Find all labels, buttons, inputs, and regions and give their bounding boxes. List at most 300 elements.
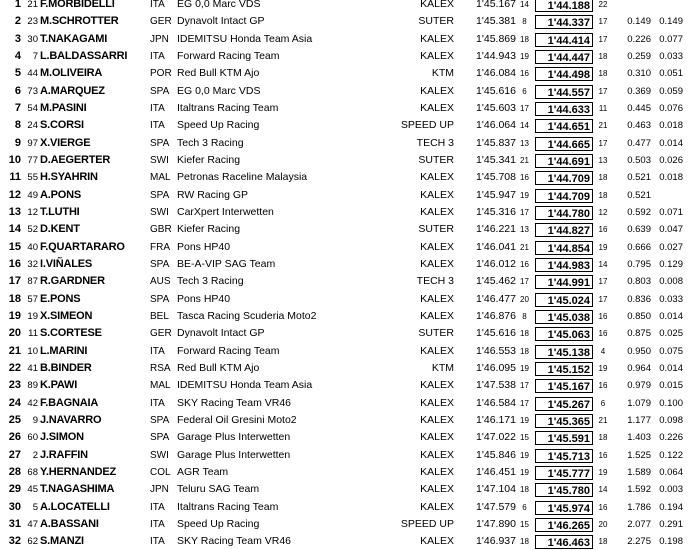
- table-row: [0, 152, 697, 169]
- best-lap-number: 21: [598, 415, 608, 425]
- nationality: GER: [150, 328, 172, 340]
- lap-number: 21: [520, 242, 529, 252]
- gap-to-previous: 0.027: [659, 241, 683, 253]
- nationality: ITA: [150, 518, 165, 530]
- team-name: Dynavolt Intact GP: [177, 15, 265, 28]
- team-name: Pons HP40: [177, 292, 231, 305]
- position-number: 21: [8, 344, 21, 357]
- rider-name: J.NAVARRO: [40, 413, 102, 426]
- rider-number: 54: [27, 102, 38, 114]
- nationality: ITA: [150, 536, 165, 548]
- gap-to-leader: 0.795: [627, 258, 651, 270]
- nationality: SPA: [150, 414, 170, 426]
- lap-time: 1'45.462: [476, 275, 516, 288]
- position-number: 31: [8, 517, 21, 530]
- lap-number: 18: [520, 485, 529, 495]
- nationality: SWI: [150, 154, 169, 166]
- rider-number: 7: [32, 50, 38, 62]
- rider-name: T.NAKAGAMI: [40, 32, 108, 45]
- team-name: Petronas Raceline Malaysia: [177, 171, 308, 184]
- lap-number: 19: [520, 467, 529, 477]
- best-lap-time: 1'44.414: [535, 33, 593, 47]
- table-row: [0, 117, 697, 134]
- position-number: 13: [8, 205, 21, 218]
- rider-number: 73: [27, 85, 38, 97]
- best-lap-number: 14: [598, 259, 608, 269]
- rider-name: M.OLIVEIRA: [40, 67, 103, 80]
- gap-to-previous: 0.098: [659, 414, 683, 426]
- lap-time: 1'46.584: [476, 396, 516, 409]
- lap-time: 1'47.022: [476, 431, 516, 444]
- lap-number: 17: [520, 103, 529, 113]
- position-number: 27: [8, 448, 21, 461]
- lap-time: 1'45.616: [476, 84, 516, 97]
- motorcycle-make: SPEED UP: [400, 517, 454, 530]
- gap-to-previous: 0.059: [659, 85, 683, 97]
- nationality: SPA: [150, 258, 170, 270]
- lap-number: 14: [520, 121, 529, 131]
- position-number: 14: [8, 223, 21, 236]
- position-number: 1: [14, 0, 21, 10]
- lap-time: 1'46.041: [476, 240, 516, 253]
- lap-number: 18: [520, 537, 529, 547]
- best-lap-time: 1'44.337: [535, 15, 593, 29]
- gap-to-previous: 0.077: [659, 33, 683, 45]
- team-name: Kiefer Racing: [177, 223, 241, 236]
- lap-number: 16: [520, 259, 529, 269]
- gap-to-leader: 0.639: [627, 224, 651, 236]
- table-row: [0, 13, 697, 30]
- gap-to-previous: 0.033: [659, 293, 683, 305]
- gap-to-leader: 0.259: [627, 50, 651, 62]
- best-lap-time: 1'44.991: [535, 275, 593, 289]
- table-row: [0, 169, 697, 186]
- gap-to-leader: 0.964: [627, 362, 651, 374]
- position-number: 16: [8, 257, 21, 270]
- lap-number: 6: [522, 86, 527, 96]
- gap-to-previous: 0.033: [659, 50, 683, 62]
- nationality: SPA: [150, 432, 170, 444]
- gap-to-leader: 1.786: [627, 501, 651, 513]
- table-row: [0, 360, 697, 377]
- motorcycle-make: KALEX: [420, 188, 454, 201]
- motorcycle-make: KALEX: [420, 413, 454, 426]
- lap-number: 17: [520, 381, 529, 391]
- best-lap-number: 18: [598, 537, 608, 547]
- rider-name: A.PONS: [40, 188, 81, 201]
- team-name: Garage Plus Interwetten: [177, 431, 291, 444]
- best-lap-time: 1'45.152: [535, 362, 593, 376]
- rider-name: R.GARDNER: [40, 275, 105, 288]
- best-lap-time: 1'44.633: [535, 102, 593, 116]
- nationality: SWI: [150, 206, 169, 218]
- best-lap-time: 1'45.365: [535, 414, 593, 428]
- team-name: Kiefer Racing: [177, 153, 241, 166]
- lap-number: 17: [520, 398, 529, 408]
- best-lap-time: 1'44.983: [535, 258, 593, 272]
- gap-to-leader: 0.666: [627, 241, 651, 253]
- position-number: 23: [8, 379, 21, 392]
- position-number: 6: [14, 84, 21, 97]
- gap-to-previous: 0.051: [659, 68, 683, 80]
- best-lap-number: 19: [598, 242, 608, 252]
- rider-name: S.CORTESE: [40, 327, 102, 340]
- motorcycle-make: KALEX: [420, 431, 454, 444]
- nationality: ITA: [150, 50, 165, 62]
- rider-name: F.MORBIDELLI: [40, 0, 115, 10]
- best-lap-number: 16: [598, 381, 608, 391]
- rider-number: 55: [27, 172, 38, 184]
- rider-name: A.BASSANI: [40, 517, 99, 530]
- best-lap-time: 1'45.167: [535, 379, 593, 393]
- rider-name: F.BAGNAIA: [40, 396, 99, 409]
- best-lap-time: 1'44.498: [535, 67, 593, 81]
- rider-number: 47: [27, 518, 38, 530]
- team-name: Red Bull KTM Ajo: [177, 67, 260, 80]
- best-lap-time: 1'44.651: [535, 119, 593, 133]
- best-lap-time: 1'45.038: [535, 310, 593, 324]
- team-name: Tech 3 Racing: [177, 136, 244, 149]
- best-lap-time: 1'44.827: [535, 223, 593, 237]
- motorcycle-make: KALEX: [420, 49, 454, 62]
- lap-time: 1'45.603: [476, 101, 516, 114]
- nationality: ITA: [150, 120, 165, 132]
- rider-number: 11: [28, 328, 38, 340]
- lap-time: 1'47.579: [476, 500, 516, 513]
- lap-number: 8: [522, 17, 527, 27]
- nationality: BEL: [150, 310, 169, 322]
- rider-name: X.SIMEON: [40, 309, 93, 322]
- rider-name: A.MARQUEZ: [40, 84, 105, 97]
- rider-name: E.PONS: [40, 292, 81, 305]
- gap-to-leader: 0.850: [627, 310, 651, 322]
- best-lap-number: 17: [598, 86, 608, 96]
- team-name: Tech 3 Racing: [177, 275, 244, 288]
- team-name: Forward Racing Team: [177, 49, 280, 62]
- best-lap-number: 18: [598, 433, 608, 443]
- rider-name: M.PASINI: [40, 101, 87, 114]
- motorcycle-make: SUTER: [418, 223, 454, 236]
- best-lap-number: 22: [598, 0, 608, 9]
- rider-name: S.MANZI: [40, 535, 84, 548]
- rider-name: D.KENT: [40, 223, 80, 236]
- best-lap-number: 17: [598, 17, 608, 27]
- gap-to-previous: 0.003: [659, 484, 683, 496]
- gap-to-leader: 0.803: [627, 276, 651, 288]
- gap-to-previous: 0.015: [659, 380, 683, 392]
- table-row: [0, 291, 697, 308]
- team-name: Speed Up Racing: [177, 119, 260, 132]
- gap-to-leader: 0.592: [627, 206, 651, 218]
- rider-name: J.RAFFIN: [40, 448, 88, 461]
- lap-time: 1'45.947: [476, 188, 516, 201]
- lap-time: 1'46.084: [476, 67, 516, 80]
- best-lap-time: 1'45.777: [535, 466, 593, 480]
- team-name: Italtrans Racing Team: [177, 101, 279, 114]
- gap-to-leader: 1.079: [627, 397, 651, 409]
- motorcycle-make: SUTER: [418, 15, 454, 28]
- table-row: [0, 221, 697, 238]
- lap-time: 1'46.477: [476, 292, 516, 305]
- rider-number: 60: [27, 432, 38, 444]
- gap-to-previous: 0.025: [659, 328, 683, 340]
- table-row: [0, 516, 697, 533]
- rider-name: L.MARINI: [40, 344, 88, 357]
- rider-number: 9: [32, 414, 38, 426]
- table-row: [0, 412, 697, 429]
- rider-number: 10: [27, 345, 38, 357]
- lap-time: 1'47.890: [476, 517, 516, 530]
- rider-number: 68: [27, 466, 38, 478]
- motorcycle-make: KALEX: [420, 344, 454, 357]
- table-row: [0, 256, 697, 273]
- motorcycle-make: KALEX: [420, 205, 454, 218]
- table-row: [0, 429, 697, 446]
- table-row: [0, 273, 697, 290]
- lap-number: 13: [520, 225, 529, 235]
- table-row: [0, 187, 697, 204]
- nationality: ITA: [150, 501, 165, 513]
- rider-number: 2: [32, 449, 38, 461]
- rider-number: 12: [27, 206, 38, 218]
- motorcycle-make: KALEX: [420, 535, 454, 548]
- rider-name: Y.HERNANDEZ: [40, 465, 117, 478]
- gap-to-leader: 0.875: [627, 328, 651, 340]
- gap-to-leader: 0.979: [627, 380, 651, 392]
- table-row: [0, 481, 697, 498]
- lap-time: 1'45.837: [476, 136, 516, 149]
- best-lap-number: 16: [598, 450, 608, 460]
- team-name: RW Racing GP: [177, 188, 248, 201]
- nationality: MAL: [150, 380, 171, 392]
- gap-to-previous: 0.122: [659, 449, 683, 461]
- team-name: CarXpert Interwetten: [177, 205, 274, 218]
- rider-number: 49: [27, 189, 38, 201]
- rider-name: K.PAWI: [40, 379, 78, 392]
- table-row: [0, 464, 697, 481]
- nationality: GBR: [150, 224, 172, 236]
- lap-time: 1'46.876: [476, 309, 516, 322]
- gap-to-previous: 0.226: [659, 432, 683, 444]
- motorcycle-make: KALEX: [420, 101, 454, 114]
- nationality: AUS: [150, 276, 171, 288]
- lap-time: 1'45.708: [476, 171, 516, 184]
- team-name: Forward Racing Team: [177, 344, 280, 357]
- best-lap-number: 17: [598, 294, 608, 304]
- rider-number: 19: [27, 310, 38, 322]
- lap-number: 15: [520, 433, 529, 443]
- lap-number: 19: [520, 450, 529, 460]
- rider-number: 77: [27, 154, 38, 166]
- best-lap-time: 1'45.780: [535, 483, 593, 497]
- lap-number: 19: [520, 415, 529, 425]
- gap-to-previous: 0.198: [659, 536, 683, 548]
- gap-to-leader: 0.226: [627, 33, 651, 45]
- lap-number: 17: [520, 277, 529, 287]
- nationality: ITA: [150, 345, 165, 357]
- position-number: 25: [8, 413, 21, 426]
- lap-number: 18: [520, 346, 529, 356]
- gap-to-leader: 0.836: [627, 293, 651, 305]
- nationality: ITA: [150, 0, 165, 10]
- rider-name: T.NAGASHIMA: [40, 483, 115, 496]
- table-row: [0, 65, 697, 82]
- nationality: SPA: [150, 137, 170, 149]
- table-row: [0, 135, 697, 152]
- lap-time: 1'46.171: [476, 413, 516, 426]
- rider-number: 89: [27, 380, 38, 392]
- motorcycle-make: KALEX: [420, 483, 454, 496]
- lap-time: 1'46.064: [476, 119, 516, 132]
- nationality: RSA: [150, 362, 171, 374]
- gap-to-previous: [651, 187, 683, 204]
- rider-name: D.AEGERTER: [40, 153, 111, 166]
- nationality: MAL: [150, 172, 171, 184]
- lap-time: 1'47.538: [476, 379, 516, 392]
- table-row: [0, 308, 697, 325]
- rider-number: 57: [27, 293, 38, 305]
- motorcycle-make: TECH 3: [416, 136, 454, 149]
- lap-number: 16: [520, 173, 529, 183]
- gap-to-previous: 0.076: [659, 102, 683, 114]
- best-lap-number: 16: [598, 311, 608, 321]
- best-lap-number: 17: [598, 277, 608, 287]
- motorcycle-make: SUTER: [418, 153, 454, 166]
- gap-to-leader: 0.445: [627, 102, 651, 114]
- nationality: GER: [150, 16, 172, 28]
- table-row: [0, 447, 697, 464]
- best-lap-time: 1'46.463: [535, 535, 593, 549]
- gap-to-leader: 1.525: [627, 449, 651, 461]
- gap-to-previous: 0.075: [659, 345, 683, 357]
- best-lap-time: 1'45.974: [535, 501, 593, 515]
- lap-time: 1'46.012: [476, 257, 516, 270]
- table-row: [0, 31, 697, 48]
- gap-to-leader: 0.149: [627, 16, 651, 28]
- team-name: AGR Team: [177, 465, 229, 478]
- position-number: 8: [14, 119, 21, 132]
- gap-to-previous: 0.100: [659, 397, 683, 409]
- rider-name: L.BALDASSARRI: [40, 49, 128, 62]
- team-name: Dynavolt Intact GP: [177, 327, 265, 340]
- rider-name: I.VIÑALES: [40, 257, 92, 270]
- motorcycle-make: KALEX: [420, 465, 454, 478]
- position-number: 5: [14, 67, 21, 80]
- lap-number: 15: [520, 519, 529, 529]
- best-lap-number: 18: [598, 51, 608, 61]
- gap-to-previous: 0.071: [659, 206, 683, 218]
- motorcycle-make: KALEX: [420, 448, 454, 461]
- gap-to-previous: 0.047: [659, 224, 683, 236]
- rider-name: M.SCHROTTER: [40, 15, 119, 28]
- team-name: IDEMITSU Honda Team Asia: [177, 32, 313, 45]
- lap-number: 14: [520, 0, 529, 9]
- rider-number: 41: [27, 362, 38, 374]
- best-lap-number: 14: [598, 485, 608, 495]
- team-name: SKY Racing Team VR46: [177, 396, 292, 409]
- rider-number: 62: [27, 536, 38, 548]
- rider-name: A.LOCATELLI: [40, 500, 110, 513]
- rider-name: F.QUARTARARO: [40, 240, 125, 253]
- gap-to-previous: 0.129: [659, 258, 683, 270]
- table-row: [0, 0, 697, 13]
- gap-to-previous: 0.014: [659, 137, 683, 149]
- position-number: 12: [8, 188, 21, 201]
- lap-time: 1'47.104: [476, 483, 516, 496]
- nationality: SPA: [150, 293, 170, 305]
- best-lap-number: 19: [598, 467, 608, 477]
- lap-time: 1'46.221: [476, 223, 516, 236]
- position-number: 24: [8, 396, 21, 409]
- best-lap-number: 6: [600, 398, 606, 408]
- gap-to-previous: 0.018: [659, 120, 683, 132]
- gap-to-previous: 0.008: [659, 276, 683, 288]
- table-row: [0, 499, 697, 516]
- best-lap-number: 18: [598, 173, 608, 183]
- gap-to-previous: 0.291: [659, 518, 683, 530]
- gap-to-previous: 0.149: [659, 16, 683, 28]
- nationality: ITA: [150, 397, 165, 409]
- gap-to-previous: 0.014: [659, 362, 683, 374]
- best-lap-number: 21: [598, 121, 608, 131]
- rider-number: 40: [27, 241, 38, 253]
- best-lap-time: 1'45.713: [535, 449, 593, 463]
- lap-time: 1'46.451: [476, 465, 516, 478]
- position-number: 19: [8, 309, 21, 322]
- team-name: Italtrans Racing Team: [177, 500, 279, 513]
- team-name: BE-A-VIP SAG Team: [177, 257, 276, 270]
- lap-number: 19: [520, 51, 529, 61]
- lap-number: 19: [520, 190, 529, 200]
- best-lap-time: 1'45.063: [535, 327, 593, 341]
- gap-to-leader: 1.592: [627, 484, 651, 496]
- table-row: [0, 239, 697, 256]
- lap-time: 1'44.943: [476, 49, 516, 62]
- best-lap-time: 1'44.780: [535, 206, 593, 220]
- lap-number: 17: [520, 207, 529, 217]
- lap-number: 18: [520, 34, 529, 44]
- position-number: 17: [8, 275, 21, 288]
- best-lap-time: 1'45.138: [535, 345, 593, 359]
- position-number: 2: [14, 15, 21, 28]
- best-lap-number: 17: [598, 34, 608, 44]
- gap-to-leader: 0.310: [627, 68, 651, 80]
- best-lap-number: 16: [598, 329, 608, 339]
- nationality: SPA: [150, 189, 170, 201]
- lap-time: 1'45.341: [476, 153, 516, 166]
- team-name: Garage Plus Interwetten: [177, 448, 291, 461]
- position-number: 4: [14, 49, 21, 62]
- gap-to-leader: 0.463: [627, 120, 651, 132]
- position-number: 15: [8, 240, 21, 253]
- motorcycle-make: KALEX: [420, 171, 454, 184]
- lap-number: 8: [522, 311, 527, 321]
- motorcycle-make: KALEX: [420, 309, 454, 322]
- rider-number: 24: [27, 120, 38, 132]
- team-name: Teluru SAG Team: [177, 483, 260, 496]
- nationality: SWI: [150, 449, 169, 461]
- gap-to-leader: 0.950: [627, 345, 651, 357]
- rider-number: 30: [27, 33, 38, 45]
- best-lap-number: 19: [598, 363, 608, 373]
- position-number: 18: [8, 292, 21, 305]
- lap-number: 21: [520, 155, 529, 165]
- gap-to-leader: 1.403: [627, 432, 651, 444]
- nationality: ITA: [150, 102, 165, 114]
- lap-time: 1'46.553: [476, 344, 516, 357]
- nationality: COL: [150, 466, 171, 478]
- position-number: 20: [8, 327, 21, 340]
